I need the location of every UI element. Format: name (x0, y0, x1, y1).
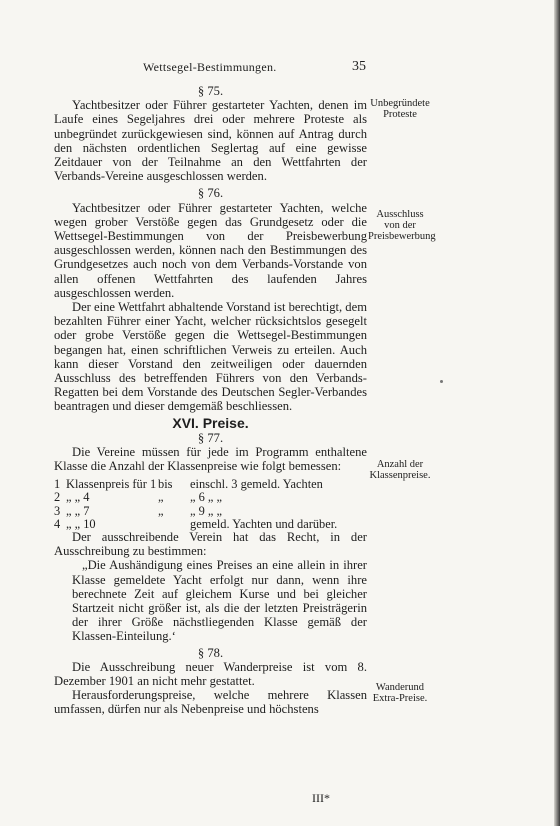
section-77-text-2: Der ausschreibende Verein hat das Recht, in der Ausschreibung zu bestimmen: (54, 530, 367, 559)
prize-to: „ 9 „ „ (190, 503, 222, 518)
section-78-text-2: Herausforderungspreise, welche mehrere Klassen umfassen, dürfen nur als Nebenpreise und höchstens (54, 688, 367, 717)
prize-to: gemeld. Yachten und darüber. (190, 516, 338, 531)
prize-bis: „ (158, 490, 164, 505)
prize-count: 3 (54, 503, 61, 518)
prize-to: einschl. 3 gemeld. Yachten (190, 477, 323, 492)
running-title: Wettsegel-Bestimmungen. (143, 60, 277, 74)
section-77-heading: § 77. (197, 430, 224, 445)
prize-bis: „ (158, 503, 164, 518)
page-edge (554, 0, 560, 826)
section-76-text-1: Yachtbesitzer oder Führer gestarteter Yachten, welche wegen grober Verstöße gegen das Grundgesetz oder die Wettsegel-Bestimmungen von der Preisbewerbung ausgeschlossen werden, können nach den Bestimmungen des Grundgesetzes auch noch von dem Verbands-Vorstande von allen offenen Wettfahrten des laufenden Jahres ausgeschlossen werden. (54, 200, 367, 300)
prize-bis (158, 517, 190, 530)
quoted-clause (72, 558, 367, 643)
prize-from: „ „ 7 (66, 503, 90, 518)
page-number: 35 (352, 59, 366, 74)
margin-note-76: Ausschluss von der Preisbewerbung (368, 209, 436, 242)
section-77-text: Die Vereine müssen für jede im Programm enthaltene Klasse die Anzahl der Klassenpreise wie folgt bemessen: (54, 444, 367, 474)
section-75-heading: § 75. (197, 84, 224, 98)
section-76-heading: § 76. (197, 186, 224, 201)
prize-count: 2 (54, 490, 61, 505)
prize-row (54, 517, 367, 530)
prize-from: Klassenpreis für 1 (66, 477, 157, 492)
prize-from: „ „ 10 (66, 516, 96, 531)
catchword: III* (312, 791, 330, 805)
prize-row (54, 477, 367, 490)
section-76-text-2: Der eine Wettfahrt abhaltende Vorstand ist berechtigt, dem bezahlten Führer einer Yacht, welcher rücksichtslos gesegelt oder grobe Verstöße gegen die Wettsegel-Bestimmungen begangen hat, einen schriftlichen Verweis zu erteilen. Auch kann dieser Vorstand den zeitweiligen oder dauernden Ausschluss des betreffenden Führers von den Verbands-Regatten bei dem Vorstande des Deutschen Segler-Verbandes beantragen und dieser demgemäß beschliessen. (54, 300, 367, 414)
main-text (54, 84, 367, 717)
prize-bis: bis (158, 477, 173, 492)
prize-count: 4 (54, 516, 61, 531)
prize-row (54, 490, 367, 503)
margin-note-78: Wanderund Extra-Preise. (372, 682, 428, 704)
page-header (0, 60, 560, 80)
prize-to: „ 6 „ „ (190, 490, 222, 505)
section-78-heading: § 78. (197, 645, 224, 660)
margin-note-75: Unbegründete Proteste (370, 98, 430, 120)
speck (440, 380, 443, 383)
section-75-text: Yachtbesitzer oder Führer gestarteter Yachten, denen im Laufe eines Segeljahres drei oder mehrere Proteste als unbegründet zurückgewiesen sind, können auf Antrag durch den nächsten ordentlichen Seglertag auf eine gewisse Zeitdauer von der Teilnahme an den Wettfahrten der Verbands-Vereine ausgeschlossen werden. (54, 98, 367, 184)
prize-table (54, 477, 367, 530)
quoted-clause-text: „Die Aushändigung eines Preises an eine allein in ihrer Klasse gemeldete Yacht erfolgt nur dann, wenn ihre berechnete Zeit auf gleichem Kurse und bei gleicher Startzeit nicht größer ist, als die der letzten Preisträgerin der ihrer Größe nächstliegenden Klasse gemäß der Klassen-Einteilung.‘ (72, 558, 367, 644)
prize-count: 1 (54, 477, 61, 492)
margin-note-77: Anzahl der Klassenpreise. (369, 459, 431, 481)
chapter-title: XVI. Preise. (172, 414, 249, 431)
prize-row (54, 504, 367, 517)
prize-from: „ „ 4 (66, 490, 90, 505)
section-78-text-1: Die Ausschreibung neuer Wanderpreise ist vom 8. Dezember 1901 an nicht mehr gestattet. (54, 659, 367, 689)
